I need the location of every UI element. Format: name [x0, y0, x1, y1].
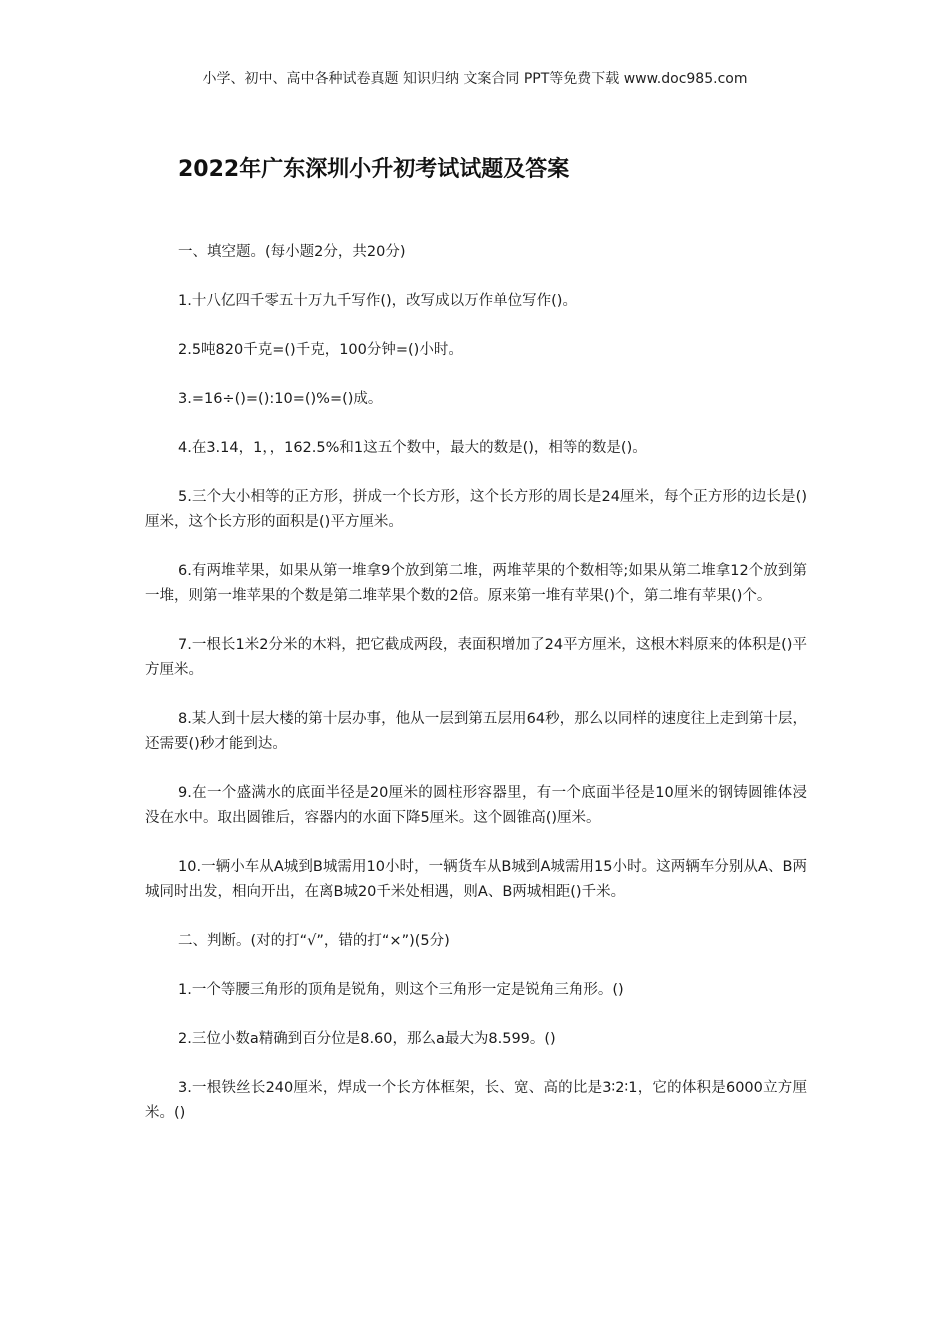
judge-question-1: 1.一个等腰三角形的顶角是锐角，则这个三角形一定是锐角三角形。()	[178, 982, 624, 998]
question-10: 10.一辆小车从A城到B城需用10小时，一辆货车从B城到A城需用15小时。这两辆车分别从A、B两城同时出发，相向开出，在离B城20千米处相遇，则A、B两城相距()千米。	[145, 859, 807, 900]
question-3: 3.=16÷()=():10=()%=()成。	[178, 391, 383, 407]
judge-question-3: 3.一根铁丝长240厘米，焊成一个长方体框架，长、宽、高的比是3∶2∶1，它的体积是6000立方厘米。()	[145, 1080, 807, 1121]
section-heading: 二、判断。(对的打“√”，错的打“×”)(5分)	[178, 933, 450, 949]
question-7: 7.一根长1米2分米的木料，把它截成两段，表面积增加了24平方厘米，这根木料原来的体积是()平方厘米。	[145, 637, 807, 678]
page-title: 2022年广东深圳小升初考试试题及答案	[178, 157, 570, 182]
section-heading: 一、填空题。(每小题2分，共20分)	[178, 244, 406, 260]
question-6: 6.有两堆苹果，如果从第一堆拿9个放到第二堆，两堆苹果的个数相等;如果从第二堆拿12个放到第一堆，则第一堆苹果的个数是第二堆苹果个数的2倍。原来第一堆有苹果()个，第二堆有苹果()个。	[145, 563, 807, 604]
judge-question-2: 2.三位小数a精确到百分位是8.60，那么a最大为8.599。()	[178, 1031, 556, 1047]
question-4: 4.在3.14，1，，162.5%和1这五个数中，最大的数是()，相等的数是()。	[178, 440, 647, 456]
question-2: 2.5吨820千克=()千克，100分钟=()小时。	[178, 342, 463, 358]
document-body	[145, 240, 807, 1150]
question-9: 9.在一个盛满水的底面半径是20厘米的圆柱形容器里，有一个底面半径是10厘米的钢铸圆锥体浸没在水中。取出圆锥后，容器内的水面下降5厘米。这个圆锥高()厘米。	[145, 785, 807, 826]
question-8: 8.某人到十层大楼的第十层办事，他从一层到第五层用64秒，那么以同样的速度往上走到第十层，还需要()秒才能到达。	[145, 711, 807, 752]
page-header: 小学、初中、高中各种试卷真题 知识归纳 文案合同 PPT等免费下载 www.doc985.com	[202, 71, 748, 87]
question-5: 5.三个大小相等的正方形，拼成一个长方形，这个长方形的周长是24厘米，每个正方形的边长是()厘米，这个长方形的面积是()平方厘米。	[145, 489, 807, 530]
question-1: 1.十八亿四千零五十万九千写作()，改写成以万作单位写作()。	[178, 293, 577, 309]
